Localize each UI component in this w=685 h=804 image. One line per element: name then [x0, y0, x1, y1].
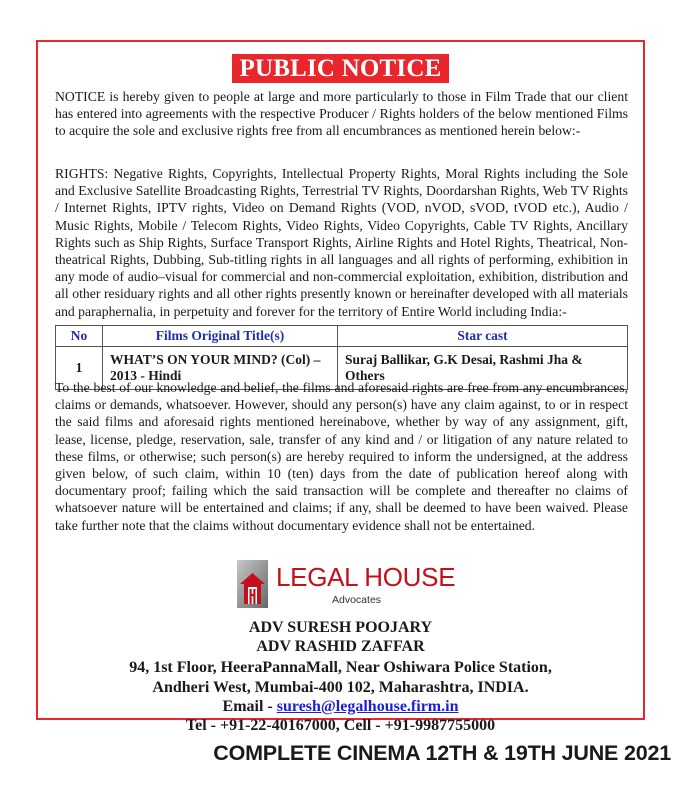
phone-line: Tel - +91-22-40167000, Cell - +91-9987755000 [185, 717, 496, 734]
notice-intro: NOTICE is hereby given to people at large and more particularly to those in Film Trade that our client has entered into agreements with the respective Producer / Rights holders of the below mentioned Films to acquire the sole and exclusive rights free from all encumbrances as mentioned herein below:- [55, 89, 628, 139]
header-title: Films Original Title(s) [103, 326, 338, 347]
table-header-row [56, 326, 628, 347]
row-no: 1 [56, 347, 103, 390]
row-title: WHAT’S ON YOUR MIND? (Col) – 2013 - Hindi [103, 347, 338, 390]
email-link[interactable]: suresh@legalhouse.firm.in [276, 698, 459, 715]
advocate-1: ADV SURESH POOJARY [248, 619, 433, 636]
publication-footer: COMPLETE CINEMA 12TH & 19TH JUNE 2021 [213, 741, 671, 765]
rights-paragraph: RIGHTS: Negative Rights, Copyrights, Intellectual Property Rights, Moral Rights including the Sole and Exclusive Satellite Broadcasting Rights, Terrestrial TV Rights, Doordarshan Rights, Web TV Rights / Internet Rights, IPTV rights, Video on Demand Rights (VOD, nVOD, sVOD, tVOD etc.), Audio / Music Rights, Mobile / Telecom Rights, Video Rights, Video Copyrights, Cable TV Rights, Ancillary Rights such as Ship Rights, Surface Transport Rights, Airline Rights and Hotel Rights, Theatrical, Non-theatrical Rights, Dubbing, Sub-titling rights in all languages and all rights of performing, exhibition in any mode of audio–visual for commercial and non-commercial exploitation, exhibition, distribution and all other residuary rights and all other rights presently known or hereinafter developed with all materials and paraphernalia, in perpetuity and forever for the territory of Entire World including India:- [55, 166, 628, 319]
email-line [38, 697, 643, 717]
notice-title: PUBLIC NOTICE [232, 54, 450, 83]
address-line-2: Andheri West, Mumbai-400 102, Maharashtra, INDIA. [152, 679, 529, 696]
public-notice [36, 40, 645, 734]
title-wrap [38, 54, 643, 83]
firm-name: LEGAL HOUSE [276, 562, 456, 592]
firm-tagline: Advocates [332, 594, 382, 606]
row-cast: Suraj Ballikar, G.K Desai, Rashmi Jha & Others [338, 347, 628, 390]
email-label: Email - [222, 698, 277, 715]
advocate-2: ADV RASHID ZAFFAR [256, 638, 425, 655]
header-no: No [56, 326, 103, 347]
address-line-1: 94, 1st Floor, HeeraPannaMall, Near Oshiwara Police Station, [129, 659, 552, 676]
firm-logo [38, 560, 643, 608]
header-cast: Star cast [338, 326, 628, 347]
house-logo-icon [237, 560, 268, 608]
closing-paragraph: To the best of our knowledge and belief, the films and aforesaid rights are free from any encumbrances, claims or demands, whatsoever. However, should any person(s) have any claim against, to or in respect the said films and aforesaid rights mentioned hereinabove, whether by way of any assignment, gift, lease, license, pledge, reservation, sale, transfer of any kind and / or litigation of any nature related to these films, or otherwise; such person(s) are hereby required to inform the undersigned, at the address given below, of such claim, within 10 (ten) days from the date of publication hereof along with documentary proof; failing which the said transaction will be complete and thereafter no claims of whatsoever nature will be entertained and claims; if any, shall be deemed to have been waived. Please take further note that the claims without documentary evidence shall not be entertained. [55, 380, 628, 533]
